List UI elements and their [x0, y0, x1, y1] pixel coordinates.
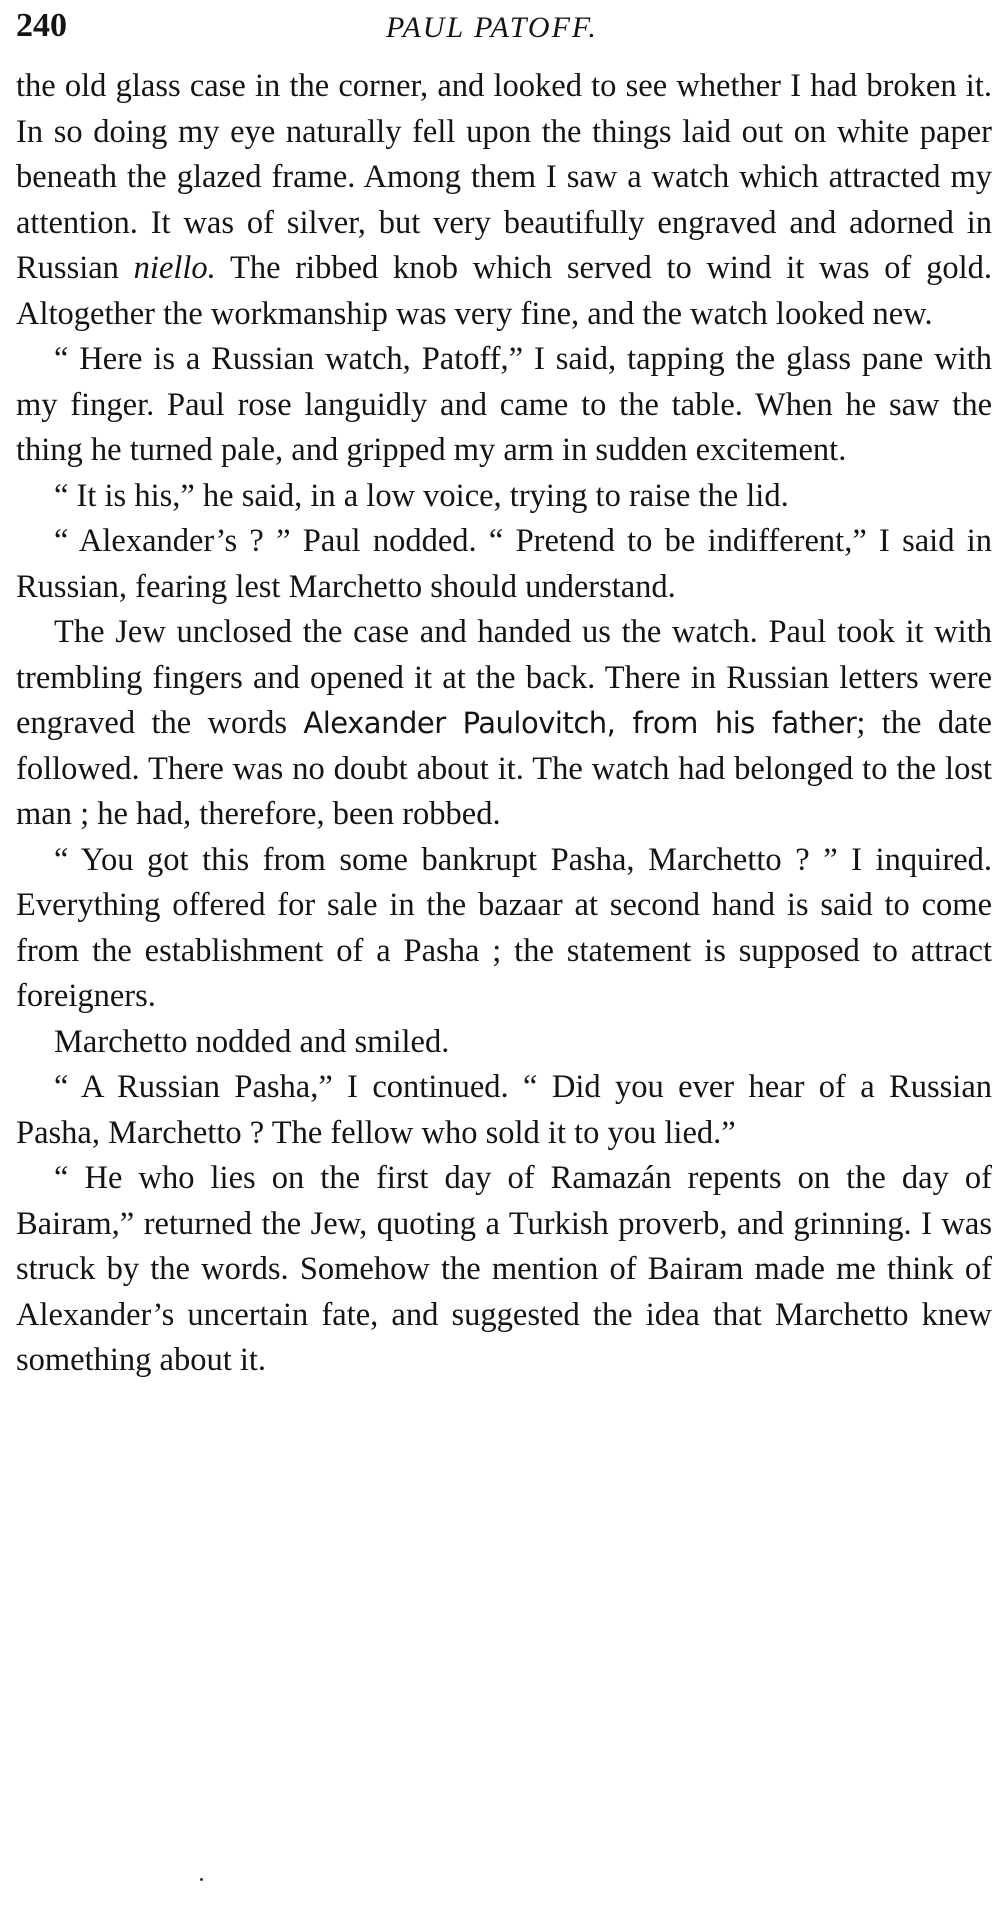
paragraph: Marchetto nodded and smiled.	[54, 1023, 450, 1060]
paragraph: “ He who lies on the first day of Ramazán repents on the day of Bairam,” returned the Jew, quoting a Turkish proverb, and grinning. I was struck by the words. Somehow the mention of Bairam made me think of Alexander’s uncertain fate, and suggested the idea that Marchetto knew something about it.	[16, 1160, 992, 1378]
paragraph: “ Here is a Russian watch, Patoff,” I said, tapping the glass pane with my finger. Paul rose languidly and came to the table. When he saw the thing he turned pale, and gripped my arm in sudden excitement.	[16, 341, 992, 468]
text-segment: The ribbed knob which served to wind it was of gold. Altogether the workmanship was very fine, and the watch looked new.	[16, 250, 992, 332]
paragraph: “ It is his,” he said, in a low voice, trying to raise the lid.	[54, 477, 789, 514]
paragraph: “ You got this from some bankrupt Pasha, Marchetto ? ” I inquired. Everything offered for sale in the bazaar at second hand is said to come from the establishment of a Pasha ; the statement is supposed to attract foreigners.	[16, 841, 992, 1014]
paragraph-continued	[16, 64, 992, 337]
paragraph	[16, 610, 992, 838]
paper-speck	[200, 1878, 203, 1881]
paragraph: “ Alexander’s ? ” Paul nodded. “ Pretend to be indifferent,” I said in Russian, fearing lest Marchetto should understand.	[16, 523, 992, 605]
body-text	[16, 64, 992, 1384]
text-segment: ; the date followed. There was no doubt about it. The watch had belonged to the lost man ; he had, therefore, been robbed.	[16, 705, 992, 832]
book-page	[16, 0, 992, 1905]
italic-term: niello.	[133, 250, 216, 286]
paragraph: “ A Russian Pasha,” I continued. “ Did you ever hear of a Russian Pasha, Marchetto ? The fellow who sold it to you lied.”	[16, 1069, 992, 1151]
text-segment: the old glass case in the corner, and looked to see whether I had broken it. In so doing my eye naturally fell upon the things laid out on white paper beneath the glazed frame. Among them I saw a watch which attracted my attention. It was of silver, but very beautifully engraved and adorned in Russian	[16, 68, 992, 286]
running-head	[16, 4, 992, 64]
text-segment: The Jew unclosed the case and handed us the watch. Paul took it with trembling fingers and opened it at the back. There in Russian letters were engraved the words	[16, 614, 992, 741]
page-number: 240	[16, 7, 67, 44]
running-title: PAUL PATOFF.	[386, 11, 598, 44]
engraved-inscription: Alexander Paulovitch, from his father	[303, 706, 857, 740]
